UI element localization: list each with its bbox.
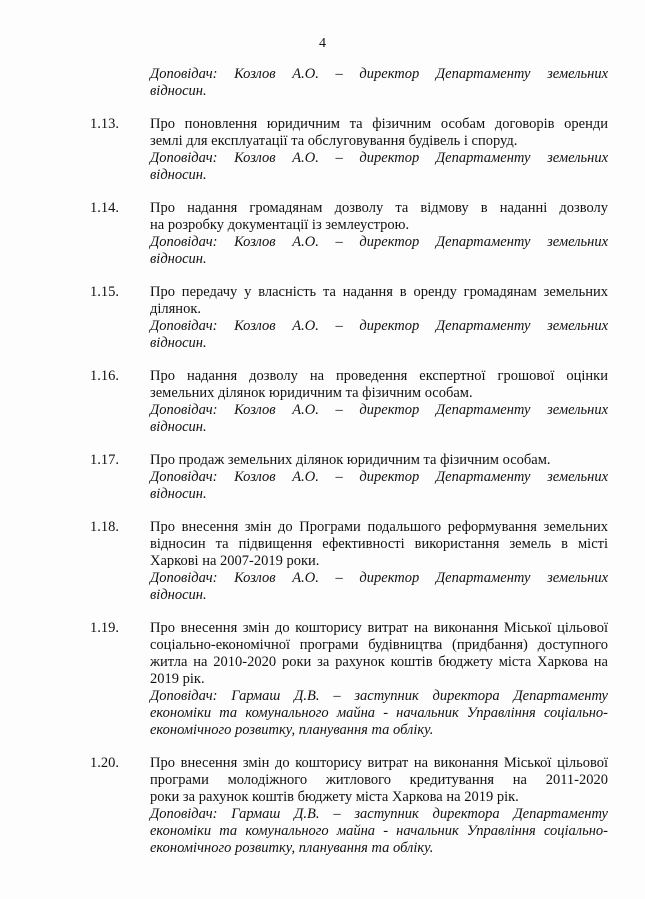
- title-line: земельних ділянок юридичним та фізичним особам.: [150, 385, 473, 401]
- item-number: 1.18.: [90, 519, 119, 535]
- item-title: [150, 200, 608, 234]
- title-line: житла на 2010-2020 роки за рахунок коштів бюджету міста Харкова на: [150, 654, 608, 670]
- page-number: 4: [319, 36, 326, 51]
- speaker-line: Доповідач: Козлов А.О. – директор Департаменту земельних: [150, 570, 608, 586]
- item-title: [150, 116, 608, 150]
- item-title: [150, 452, 608, 469]
- item-number: 1.15.: [90, 284, 119, 300]
- speaker-line: економічного розвитку, планування та обліку.: [150, 722, 434, 738]
- speaker-text: [150, 402, 608, 436]
- item-body: [150, 116, 608, 184]
- agenda-item: [90, 368, 608, 436]
- item-body: [150, 66, 608, 100]
- title-line: соціально-економічної програми будівництва (придбання) доступного: [150, 637, 608, 653]
- speaker-line: економіки та комунального майна - начальник Управління соціально-: [150, 705, 608, 721]
- speaker-text: [150, 688, 608, 739]
- title-line: Про внесення змін до кошторису витрат на виконання Міської цільової: [150, 755, 608, 771]
- item-number: 1.20.: [90, 755, 119, 771]
- speaker-line: відносин.: [150, 486, 207, 502]
- item-body: [150, 284, 608, 352]
- item-number: 1.13.: [90, 116, 119, 132]
- agenda-item: [90, 755, 608, 857]
- title-line: Про надання громадянам дозволу та відмову в наданні дозволу: [150, 200, 608, 216]
- speaker-line: Доповідач: Козлов А.О. – директор Департаменту земельних: [150, 150, 608, 166]
- speaker-line: Доповідач: Козлов А.О. – директор Департаменту земельних: [150, 402, 608, 418]
- agenda-items: [90, 116, 608, 857]
- item-number-empty: [90, 66, 150, 100]
- title-line: Про внесення змін до Програми подальшого реформування земельних: [150, 519, 608, 535]
- title-line: Про надання дозволу на проведення експертної грошової оцінки: [150, 368, 608, 384]
- speaker-text: [150, 570, 608, 604]
- speaker-line: Доповідач: Козлов А.О. – директор Департаменту земельних: [150, 318, 608, 334]
- speaker-line: відносин.: [150, 335, 207, 351]
- speaker-line: Доповідач: Гармаш Д.В. – заступник директора Департаменту: [150, 806, 608, 822]
- speaker-text: [150, 469, 608, 503]
- title-line: відносин та підвищення ефективності використання земель в місті: [150, 536, 608, 552]
- speaker-text: [150, 150, 608, 184]
- item-body: [150, 519, 608, 604]
- speaker-line: відносин.: [150, 83, 207, 99]
- title-line: Про продаж земельних ділянок юридичним та фізичним особам.: [150, 452, 551, 468]
- agenda-item: [90, 452, 608, 503]
- speaker-line: економічного розвитку, планування та обліку.: [150, 840, 434, 856]
- speaker-line: Доповідач: Козлов А.О. – директор Департаменту земельних: [150, 234, 608, 250]
- item-number: 1.17.: [90, 452, 119, 468]
- title-line: 2019 рік.: [150, 671, 205, 687]
- speaker-line: відносин.: [150, 419, 207, 435]
- item-title: [150, 755, 608, 806]
- agenda-item: [90, 116, 608, 184]
- item-body: [150, 755, 608, 857]
- item-title: [150, 368, 608, 402]
- item-body: [150, 200, 608, 268]
- item-number: 1.14.: [90, 200, 119, 216]
- agenda-item: [90, 200, 608, 268]
- title-line: на розробку документації із землеустрою.: [150, 217, 410, 233]
- agenda-item: [90, 620, 608, 739]
- agenda-item: [90, 284, 608, 352]
- item-body: [150, 620, 608, 739]
- agenda-content: [90, 66, 608, 873]
- speaker-line: Доповідач: Козлов А.О. – директор Департаменту земельних: [150, 66, 608, 82]
- item-title: [150, 519, 608, 570]
- speaker-line: Доповідач: Гармаш Д.В. – заступник директора Департаменту: [150, 688, 608, 704]
- title-line: Про внесення змін до кошторису витрат на виконання Міської цільової: [150, 620, 608, 636]
- speaker-line: відносин.: [150, 167, 207, 183]
- intro-speaker-block: [90, 66, 608, 100]
- title-line: ділянок.: [150, 301, 201, 317]
- speaker-line: відносин.: [150, 587, 207, 603]
- speaker-text: [150, 234, 608, 268]
- speaker-text: [150, 66, 608, 100]
- title-line: землі для експлуатації та обслуговування будівель і споруд.: [150, 133, 518, 149]
- agenda-item: [90, 519, 608, 604]
- item-body: [150, 452, 608, 503]
- item-body: [150, 368, 608, 436]
- title-line: програми молодіжного житлового кредитування на 2011-2020: [150, 772, 608, 788]
- item-number: 1.16.: [90, 368, 119, 384]
- speaker-line: відносин.: [150, 251, 207, 267]
- speaker-text: [150, 806, 608, 857]
- speaker-text: [150, 318, 608, 352]
- item-number: 1.19.: [90, 620, 119, 636]
- item-title: [150, 284, 608, 318]
- title-line: Харкові на 2007-2019 роки.: [150, 553, 320, 569]
- title-line: роки за рахунок коштів бюджету міста Харкова на 2019 рік.: [150, 789, 519, 805]
- speaker-line: Доповідач: Козлов А.О. – директор Департаменту земельних: [150, 469, 608, 485]
- speaker-line: економіки та комунального майна - начальник Управління соціально-: [150, 823, 608, 839]
- title-line: Про поновлення юридичним та фізичним особам договорів оренди: [150, 116, 608, 132]
- item-title: [150, 620, 608, 688]
- title-line: Про передачу у власність та надання в оренду громадянам земельних: [150, 284, 608, 300]
